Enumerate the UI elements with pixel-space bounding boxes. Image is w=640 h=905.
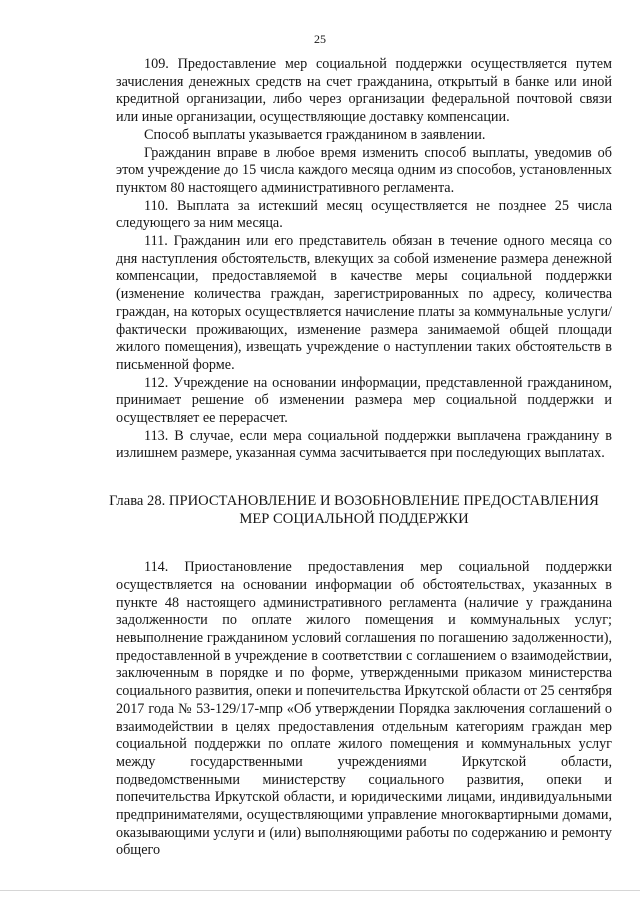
page-number: 25 <box>314 32 326 46</box>
paragraph-change-method: Гражданин вправе в любое время изменить способ выплаты, уведомив об этом учреждение до 15 числа каждого месяца одним из способов, установленных пунктом 80 настоящего административного регламента. <box>116 144 612 196</box>
chapter-title-line1: Глава 28. ПРИОСТАНОВЛЕНИЕ И ВОЗОБНОВЛЕНИЕ ПРЕДОСТАВЛЕНИЯ <box>109 493 599 510</box>
paragraph-113: 113. В случае, если мера социальной поддержки выплачена гражданину в излишнем размере, указанная сумма засчитывается при последующих выплатах. <box>116 427 612 462</box>
paragraph-112: 112. Учреждение на основании информации, представленной гражданином, принимает решение об изменении размера мер социальной поддержки и осуществляет ее перерасчет. <box>116 374 612 427</box>
paragraph-114: 114. Приостановление предоставления мер социальной поддержки осуществляется на основании информации об обстоятельствах, указанных в пункте 48 настоящего административного регламента (наличие у гражданина задолженности по оплате жилого помещения и коммунальных услуг; невыполнение гражданином условий соглашения по погашению задолженности), предоставленной в учреждение в соответствии с соглашением о взаимодействии, заключенным в порядке и по форме, утвержденными приказом министерства социального развития, опеки и попечительства Иркутской области от 25 сентября 2017 года № 53-129/17-мпр «Об утверждении Порядка заключения соглашений о взаимодействии в целях предоставления отдельным категориям граждан мер социальной поддержки по оплате жилого помещения и коммунальных услуг между государственными учреждениями Иркутской области, подведомственными министерству социального развития, опеки и попечительства Иркутской области, и юридическими лицами, индивидуальными предпринимателями, осуществляющими управление многоквартирными домами, оказывающими услуги и (или) выполняющими работы по содержанию и ремонту общего <box>116 559 612 859</box>
chapter-title <box>96 492 612 528</box>
paragraph-111: 111. Гражданин или его представитель обязан в течение одного месяца со дня наступления обстоятельств, влекущих за собой изменение размера денежной компенсации, предоставляемой в качестве меры социальной поддержки (изменение количества граждан, зарегистрированных по адресу, количества граждан, на которых осуществляется начисление платы за коммунальные услуги/фактически проживающих, изменение размера занимаемой общей площади жилого помещения), извещать учреждение о наступлении таких обстоятельств в письменной форме. <box>116 233 612 373</box>
paragraph-109: 109. Предоставление мер социальной поддержки осуществляется путем зачисления денежных средств на счет гражданина, открытый в банке или иной кредитной организации, либо через организации федеральной почтовой связи или иные организации, осуществляющие доставку компенсации. <box>116 56 612 126</box>
chapter-title-line2: МЕР СОЦИАЛЬНОЙ ПОДДЕРЖКИ <box>239 511 469 528</box>
paragraph-110: 110. Выплата за истекший месяц осуществляется не позднее 25 числа следующего за ним месяца. <box>116 197 612 232</box>
bottom-divider <box>0 890 640 891</box>
paragraph-payment-method: Способ выплаты указывается гражданином в заявлении. <box>144 126 486 143</box>
document-body <box>109 56 612 860</box>
